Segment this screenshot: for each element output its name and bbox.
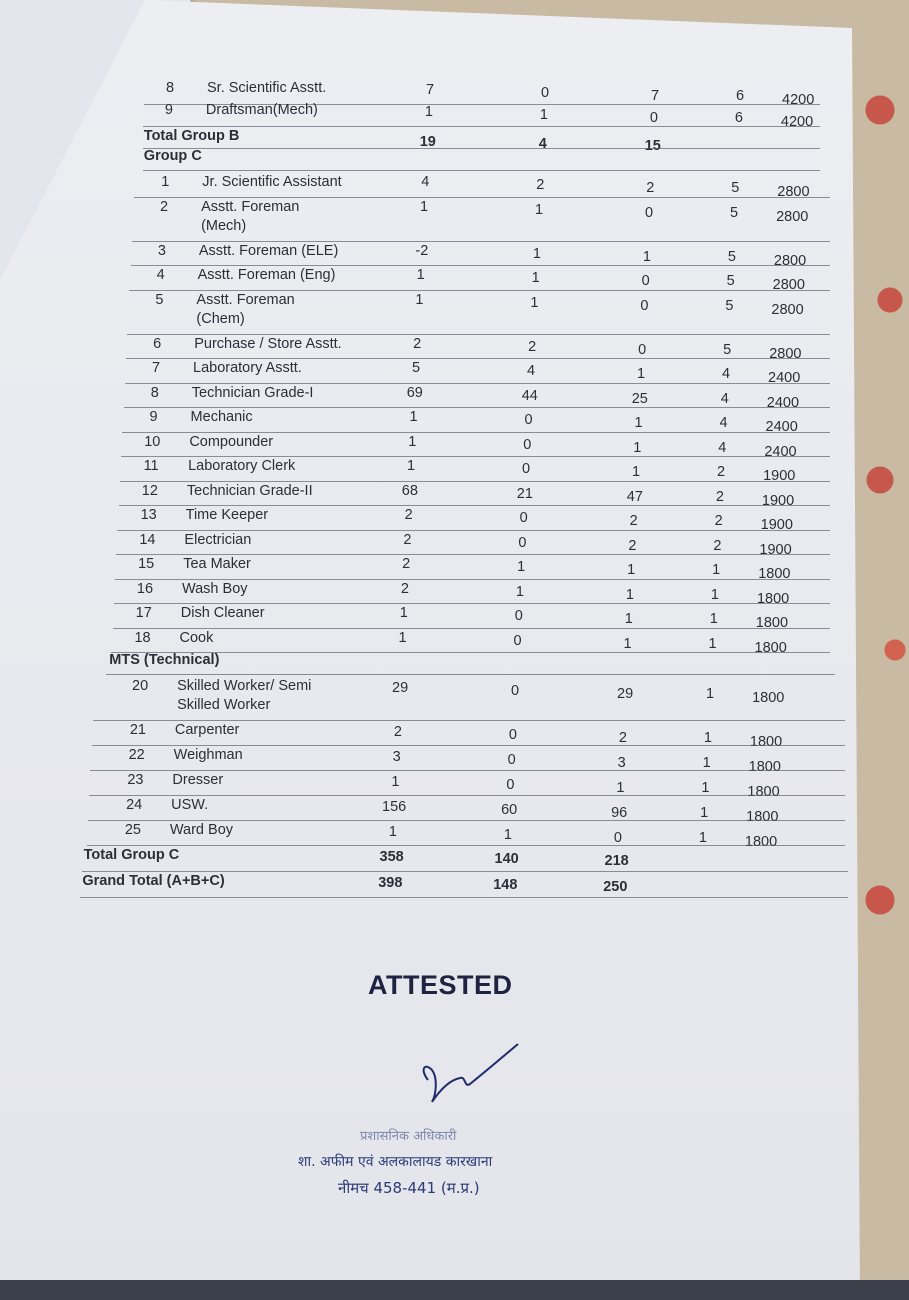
sanctioned-count: 1 bbox=[415, 291, 424, 308]
sanctioned-count: 2 bbox=[393, 724, 402, 740]
row-divider bbox=[92, 745, 845, 746]
post-name: Weighman bbox=[173, 747, 243, 763]
grade-pay: 2400 bbox=[765, 419, 798, 435]
serial-number: 3 bbox=[157, 242, 166, 259]
post-name-cont: Skilled Worker bbox=[177, 697, 271, 713]
serial-number: 5 bbox=[155, 291, 164, 308]
vacant-count: 1 bbox=[616, 780, 625, 796]
filled-count: 0 bbox=[519, 510, 528, 526]
row-divider bbox=[119, 505, 830, 506]
filled-count: 1 bbox=[515, 583, 524, 600]
pay-level: 1 bbox=[709, 611, 718, 627]
sanctioned-count: 4 bbox=[421, 174, 430, 190]
serial-number: 10 bbox=[144, 433, 161, 450]
filled-count: 21 bbox=[516, 485, 533, 502]
grade-pay: 1800 bbox=[744, 834, 778, 850]
grade-pay: 1800 bbox=[748, 759, 781, 775]
bottom-edge bbox=[0, 1280, 909, 1300]
sanctioned-count: 1 bbox=[408, 433, 417, 450]
sanctioned-count: 2 bbox=[400, 580, 409, 597]
serial-number: 8 bbox=[165, 80, 175, 96]
post-name: Technician Grade-II bbox=[186, 482, 313, 499]
post-name-cont: (Chem) bbox=[196, 310, 245, 327]
grade-pay: 1900 bbox=[761, 492, 795, 509]
vacant-count: 1 bbox=[625, 586, 634, 603]
serial-number: 22 bbox=[128, 747, 145, 763]
vacant-count: 2 bbox=[646, 180, 655, 196]
pay-level: 5 bbox=[725, 297, 734, 314]
filled-count: 0 bbox=[514, 608, 523, 624]
vacant-count: 1 bbox=[624, 611, 633, 627]
post-name: Time Keeper bbox=[185, 507, 269, 523]
sanctioned-count: 2 bbox=[404, 507, 413, 523]
grand-total-sanctioned: 398 bbox=[378, 875, 403, 891]
filled-count: 1 bbox=[517, 559, 526, 575]
vacant-count: 3 bbox=[617, 755, 626, 771]
post-name: Laboratory Asstt. bbox=[193, 360, 302, 376]
pay-level: 2 bbox=[714, 513, 723, 529]
post-name: Asstt. Foreman bbox=[201, 198, 300, 215]
filled-count: 44 bbox=[521, 387, 538, 404]
pay-level: 4 bbox=[719, 415, 728, 431]
sanctioned-count: 3 bbox=[392, 749, 401, 765]
vacant-count: 2 bbox=[618, 730, 627, 746]
row-divider bbox=[121, 456, 830, 457]
post-name: Compounder bbox=[189, 433, 274, 450]
row-divider bbox=[132, 241, 830, 242]
post-name: Cook bbox=[179, 629, 214, 646]
serial-number: 21 bbox=[129, 722, 146, 738]
pay-level: 4 bbox=[721, 366, 731, 382]
row-divider bbox=[90, 770, 845, 771]
serial-number: 2 bbox=[160, 198, 169, 215]
pay-level: 1 bbox=[700, 805, 709, 821]
grade-pay: 2800 bbox=[771, 301, 804, 318]
grand-total-vacant: 250 bbox=[603, 879, 628, 895]
post-name: USW. bbox=[171, 797, 209, 813]
vacant-count: 0 bbox=[641, 273, 650, 289]
pay-level: 6 bbox=[735, 88, 745, 104]
filled-count: 1 bbox=[530, 294, 539, 311]
pay-level: 1 bbox=[708, 635, 717, 652]
grade-pay: 1800 bbox=[756, 590, 790, 607]
vacant-count: 0 bbox=[638, 341, 647, 358]
grade-pay: 2400 bbox=[766, 394, 800, 411]
vacant-count: 0 bbox=[649, 110, 658, 126]
post-name: Asstt. Foreman (ELE) bbox=[198, 242, 339, 259]
pay-level: 1 bbox=[702, 755, 711, 771]
post-name: Dish Cleaner bbox=[180, 605, 265, 621]
grand-total-filled: 148 bbox=[493, 877, 518, 893]
serial-number: 13 bbox=[140, 507, 157, 523]
attested-heading: ATTESTED bbox=[368, 970, 513, 1000]
filled-count: 1 bbox=[535, 201, 544, 218]
post-name: Sr. Scientific Asstt. bbox=[207, 80, 327, 96]
grade-pay: 1800 bbox=[754, 639, 787, 656]
sanctioned-count: 1 bbox=[407, 458, 416, 474]
grade-pay: 1800 bbox=[747, 784, 780, 800]
serial-number: 11 bbox=[143, 458, 159, 474]
total-group-c-label: Total Group C bbox=[83, 847, 180, 863]
vacant-count: 0 bbox=[640, 297, 649, 314]
row-divider bbox=[134, 197, 830, 198]
vacant-count: 29 bbox=[617, 686, 634, 702]
row-divider bbox=[131, 265, 830, 266]
row-divider bbox=[127, 334, 830, 335]
filled-count: 0 bbox=[511, 683, 520, 699]
filled-count: 2 bbox=[536, 177, 545, 193]
sanctioned-count: 2 bbox=[403, 531, 412, 548]
grade-pay: 2400 bbox=[768, 370, 801, 386]
sanctioned-count: 69 bbox=[406, 384, 423, 401]
row-divider bbox=[116, 554, 830, 555]
signature bbox=[410, 1040, 530, 1110]
row-divider bbox=[80, 897, 848, 898]
serial-number: 1 bbox=[161, 174, 170, 190]
row-divider bbox=[115, 579, 830, 580]
grade-pay: 2800 bbox=[777, 184, 810, 200]
grade-pay: 1800 bbox=[752, 690, 785, 706]
post-name: Purchase / Store Asstt. bbox=[194, 335, 342, 352]
row-divider bbox=[117, 530, 830, 531]
pay-level: 1 bbox=[701, 780, 710, 796]
grade-pay: 2800 bbox=[772, 277, 805, 293]
group-c-heading: Group C bbox=[143, 148, 202, 164]
pay-level: 5 bbox=[730, 204, 739, 221]
total-group-b-sanctioned: 19 bbox=[419, 134, 436, 150]
filled-count: 1 bbox=[539, 107, 548, 123]
vacant-count: 7 bbox=[650, 88, 660, 104]
row-divider bbox=[124, 407, 830, 408]
sanctioned-count: 1 bbox=[409, 409, 418, 425]
row-divider bbox=[126, 358, 830, 359]
total-group-b-label: Total Group B bbox=[143, 128, 240, 144]
post-name-cont: (Mech) bbox=[201, 217, 247, 234]
post-name: Ward Boy bbox=[169, 822, 234, 838]
serial-number: 9 bbox=[164, 102, 173, 118]
sanctioned-count: 1 bbox=[398, 629, 407, 646]
pay-level: 6 bbox=[734, 110, 743, 126]
sanctioned-count: 1 bbox=[388, 824, 397, 840]
pay-level: 1 bbox=[712, 562, 721, 578]
vacant-count: 96 bbox=[611, 805, 628, 821]
pay-level: 5 bbox=[723, 341, 732, 358]
sanctioned-count: 156 bbox=[382, 799, 407, 815]
row-divider bbox=[120, 481, 830, 482]
filled-count: 0 bbox=[507, 752, 516, 768]
pay-level: 5 bbox=[731, 180, 740, 196]
sanctioned-count: 68 bbox=[401, 482, 418, 499]
row-divider bbox=[122, 432, 830, 433]
serial-number: 15 bbox=[138, 556, 155, 572]
grade-pay: 1900 bbox=[759, 541, 792, 558]
vacant-count: 1 bbox=[636, 366, 646, 382]
serial-number: 20 bbox=[132, 678, 149, 694]
row-divider bbox=[88, 820, 845, 821]
sanctioned-count: 1 bbox=[416, 267, 425, 283]
grade-pay: 2800 bbox=[773, 252, 807, 269]
post-name: Skilled Worker/ Semi bbox=[177, 678, 312, 694]
post-name: Tea Maker bbox=[183, 556, 251, 572]
pay-level: 2 bbox=[717, 464, 726, 480]
vacant-count: 1 bbox=[634, 415, 643, 431]
grade-pay: 1800 bbox=[746, 809, 779, 825]
filled-count: 0 bbox=[540, 85, 550, 101]
vacant-count: 1 bbox=[642, 248, 651, 265]
sanctioned-count: 1 bbox=[399, 605, 408, 621]
vacant-count: 2 bbox=[628, 537, 637, 554]
grade-pay: 4200 bbox=[780, 114, 814, 130]
sanctioned-count: 29 bbox=[392, 680, 409, 696]
post-name: Asstt. Foreman (Eng) bbox=[197, 267, 336, 283]
vacant-count: 1 bbox=[633, 439, 642, 456]
serial-number: 8 bbox=[150, 384, 159, 401]
pay-level: 2 bbox=[713, 537, 722, 554]
filled-count: 0 bbox=[522, 461, 531, 477]
pay-level: 5 bbox=[726, 273, 735, 289]
pay-level: 2 bbox=[715, 488, 724, 505]
post-name: Technician Grade-I bbox=[191, 384, 314, 401]
filled-count: 0 bbox=[513, 632, 522, 649]
pay-level: 1 bbox=[703, 730, 712, 746]
serial-number: 18 bbox=[134, 629, 151, 646]
vacant-count: 1 bbox=[632, 464, 641, 480]
total-group-c-vacant: 218 bbox=[604, 853, 629, 869]
row-divider bbox=[143, 170, 820, 171]
grand-total-label: Grand Total (A+B+C) bbox=[82, 873, 225, 889]
sanctioned-count: -2 bbox=[415, 242, 429, 259]
post-name: Wash Boy bbox=[181, 580, 248, 597]
row-divider bbox=[143, 126, 820, 127]
grade-pay: 1800 bbox=[758, 566, 791, 582]
sanctioned-count: 2 bbox=[413, 335, 422, 352]
vacant-count: 1 bbox=[627, 562, 636, 578]
grade-pay: 2400 bbox=[764, 443, 797, 460]
grade-pay: 1900 bbox=[763, 468, 796, 484]
filled-count: 4 bbox=[526, 363, 536, 379]
post-name: Mechanic bbox=[190, 409, 253, 425]
mts-heading: MTS (Technical) bbox=[109, 652, 220, 668]
grade-pay: 1900 bbox=[760, 517, 793, 533]
filled-count: 0 bbox=[518, 534, 527, 551]
pay-level: 1 bbox=[706, 686, 715, 702]
post-name: Jr. Scientific Assistant bbox=[202, 174, 342, 190]
post-name: Draftsman(Mech) bbox=[205, 102, 318, 118]
pay-level: 1 bbox=[698, 830, 707, 846]
vacant-count: 0 bbox=[613, 830, 622, 846]
grade-pay: 4200 bbox=[782, 92, 815, 108]
row-divider bbox=[129, 290, 830, 291]
serial-number: 17 bbox=[135, 605, 152, 621]
serial-number: 24 bbox=[126, 797, 143, 813]
serial-number: 4 bbox=[156, 267, 165, 283]
pay-level: 5 bbox=[727, 248, 736, 265]
serial-number: 14 bbox=[139, 531, 156, 548]
row-divider bbox=[114, 603, 830, 604]
sanctioned-count: 2 bbox=[402, 556, 411, 572]
filled-count: 0 bbox=[523, 436, 532, 453]
row-divider bbox=[125, 383, 830, 384]
stamp-designation: प्रशासनिक अधिकारी bbox=[360, 1129, 457, 1144]
filled-count: 60 bbox=[501, 802, 518, 818]
post-name: Dresser bbox=[172, 772, 224, 788]
total-group-b-vacant: 15 bbox=[644, 138, 661, 154]
stamp-address: नीमच 458-441 (म.प्र.) bbox=[338, 1179, 480, 1197]
stamp-office: शा. अफीम एवं अलकालायड कारखाना bbox=[298, 1154, 493, 1170]
row-divider bbox=[82, 871, 848, 872]
row-divider bbox=[93, 720, 845, 721]
grade-pay: 1800 bbox=[755, 615, 789, 631]
serial-number: 6 bbox=[153, 335, 162, 352]
filled-count: 1 bbox=[503, 827, 512, 843]
grade-pay: 2800 bbox=[769, 345, 802, 362]
row-divider bbox=[113, 628, 830, 629]
grade-pay: 2800 bbox=[776, 208, 809, 225]
filled-count: 1 bbox=[531, 270, 540, 286]
filled-count: 0 bbox=[508, 727, 517, 743]
vacant-count: 0 bbox=[645, 204, 654, 221]
sanctioned-count: 1 bbox=[420, 198, 429, 215]
filled-count: 0 bbox=[506, 777, 515, 793]
serial-number: 7 bbox=[151, 360, 161, 376]
post-name: Carpenter bbox=[174, 722, 240, 738]
filled-count: 2 bbox=[528, 338, 537, 355]
pay-level: 1 bbox=[710, 586, 719, 603]
filled-count: 1 bbox=[532, 245, 541, 262]
filled-count: 0 bbox=[524, 412, 533, 428]
sanctioned-count: 1 bbox=[424, 104, 433, 120]
vacant-count: 1 bbox=[623, 635, 632, 652]
pay-level: 4 bbox=[718, 439, 727, 456]
serial-number: 23 bbox=[127, 772, 144, 788]
pay-level: 4 bbox=[720, 390, 729, 407]
sanctioned-count: 7 bbox=[425, 82, 435, 98]
vacant-count: 2 bbox=[629, 513, 638, 529]
vacant-count: 25 bbox=[631, 390, 648, 407]
serial-number: 25 bbox=[124, 822, 141, 838]
serial-number: 16 bbox=[136, 580, 154, 597]
row-divider bbox=[106, 674, 835, 675]
sanctioned-count: 5 bbox=[411, 360, 421, 376]
total-group-b-filled: 4 bbox=[538, 136, 547, 152]
sanctioned-count: 1 bbox=[391, 774, 400, 790]
total-group-c-sanctioned: 358 bbox=[379, 849, 404, 865]
vacant-count: 47 bbox=[626, 488, 643, 505]
grade-pay: 1800 bbox=[749, 734, 783, 750]
post-name: Asstt. Foreman bbox=[196, 291, 295, 308]
serial-number: 9 bbox=[149, 409, 158, 425]
row-divider bbox=[89, 795, 845, 796]
total-group-c-filled: 140 bbox=[494, 851, 519, 867]
row-divider bbox=[87, 845, 845, 846]
post-name: Electrician bbox=[184, 531, 252, 548]
serial-number: 12 bbox=[141, 482, 158, 499]
post-name: Laboratory Clerk bbox=[188, 458, 296, 474]
